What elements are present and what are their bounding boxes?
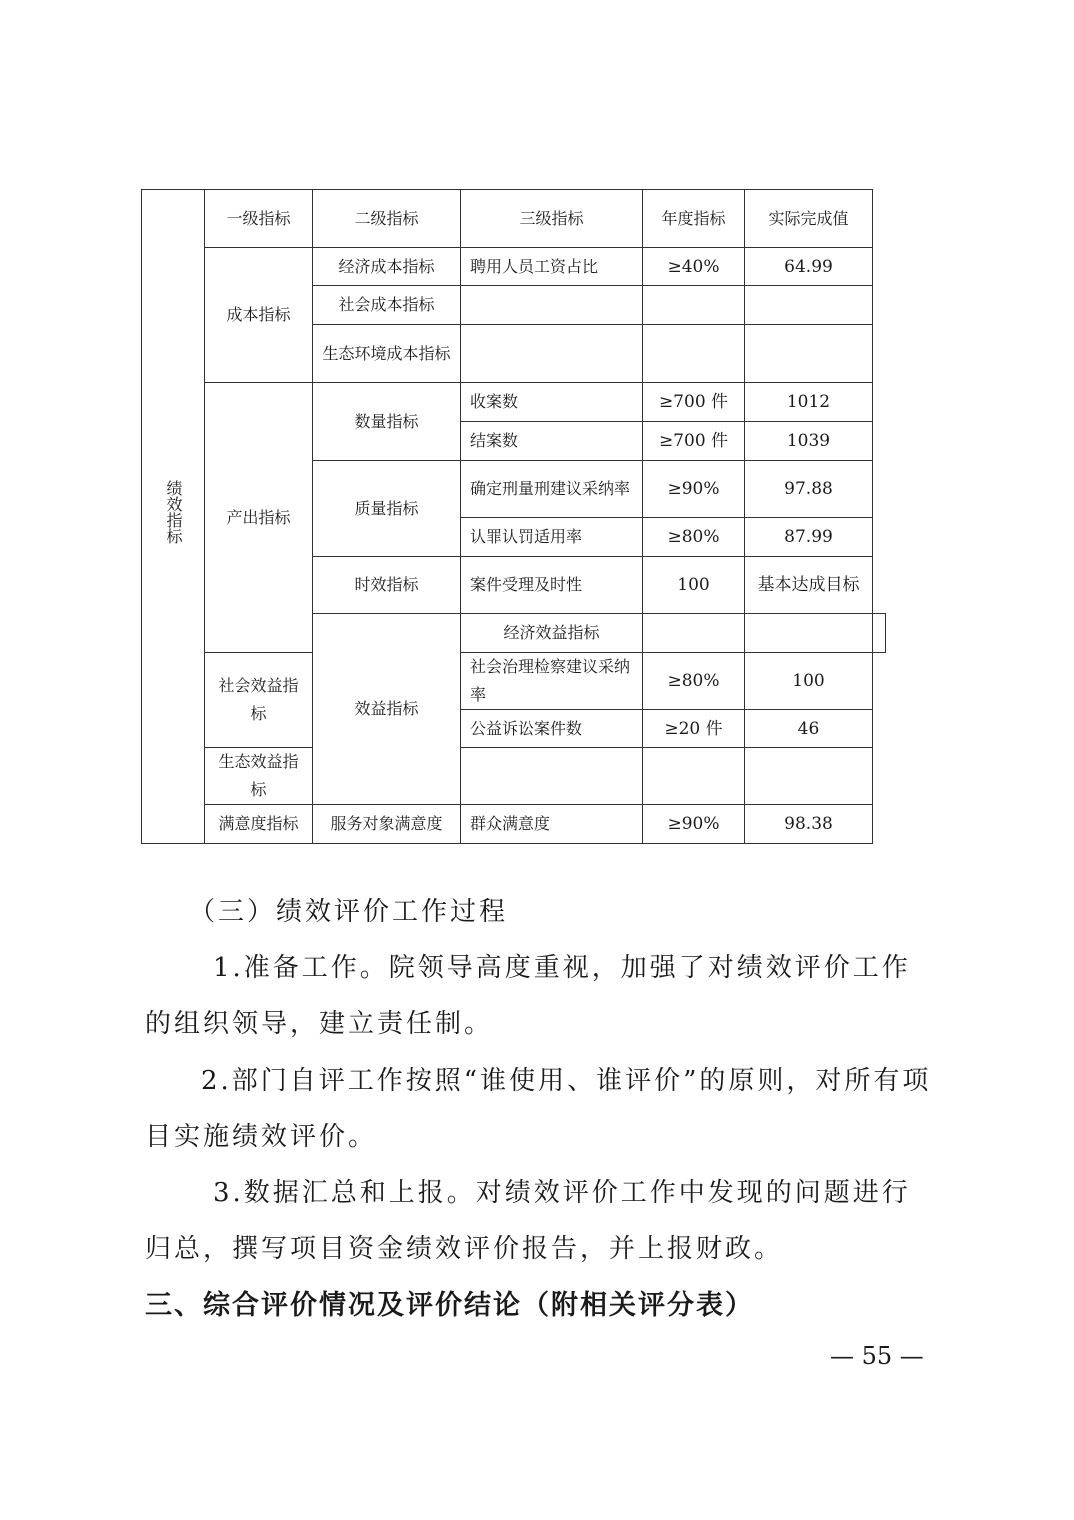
actual-cell: 基本达成目标 xyxy=(745,557,873,614)
side-label: 绩效指标 xyxy=(164,480,183,544)
level1-cell: 成本指标 xyxy=(205,248,313,383)
level3-cell: 结案数 xyxy=(461,422,643,461)
subheading: （三）绩效评价工作过程 xyxy=(189,897,509,927)
level1-cell: 效益指标 xyxy=(313,614,461,805)
level2-cell: 社会成本指标 xyxy=(313,286,461,325)
level3-cell: 社会治理检察建议采纳率 xyxy=(461,653,643,710)
header-level3: 三级指标 xyxy=(461,190,643,248)
actual-cell: 64.99 xyxy=(745,248,873,286)
level2-cell: 时效指标 xyxy=(313,557,461,614)
actual-cell: 46 xyxy=(745,710,873,748)
level2-cell: 生态效益指标 xyxy=(205,748,313,805)
level3-cell: 案件受理及时性 xyxy=(461,557,643,614)
actual-cell: 87.99 xyxy=(745,518,873,557)
target-cell: ≥700 件 xyxy=(643,422,745,461)
header-actual-value: 实际完成值 xyxy=(745,190,873,248)
target-cell: ≥90% xyxy=(643,805,745,844)
level2-cell: 生态环境成本指标 xyxy=(313,325,461,383)
paragraph-item1: 1.准备工作。院领导高度重视，加强了对绩效评价工作的组织领导，建立责任制。 xyxy=(145,953,911,1039)
level2-cell: 质量指标 xyxy=(313,461,461,557)
target-cell: ≥80% xyxy=(643,653,745,710)
target-cell xyxy=(745,614,873,653)
performance-metrics-table xyxy=(141,189,886,844)
table-row xyxy=(142,248,886,286)
level3-cell xyxy=(461,286,643,325)
level3-cell: 公益诉讼案件数 xyxy=(461,710,643,748)
side-label-cell xyxy=(142,190,205,844)
table-header-row xyxy=(142,190,886,248)
level1-cell: 满意度指标 xyxy=(205,805,313,844)
target-cell: ≥90% xyxy=(643,461,745,518)
target-cell xyxy=(643,325,745,383)
page-number: — 55 — xyxy=(830,1342,924,1370)
header-annual-target: 年度指标 xyxy=(643,190,745,248)
level3-cell xyxy=(643,614,745,653)
level3-cell: 确定刑量刑建议采纳率 xyxy=(461,461,643,518)
level2-cell: 社会效益指标 xyxy=(205,653,313,748)
paragraph-item2: 2.部门自评工作按照“谁使用、谁评价”的原则，对所有项目实施绩效评价。 xyxy=(145,1066,932,1152)
actual-cell: 1039 xyxy=(745,422,873,461)
table-row xyxy=(142,383,886,422)
table-row xyxy=(142,748,886,805)
level3-cell xyxy=(461,325,643,383)
target-cell: 100 xyxy=(643,557,745,614)
table-row xyxy=(142,653,886,710)
target-cell xyxy=(643,748,745,805)
target-cell: ≥20 件 xyxy=(643,710,745,748)
actual-cell: 97.88 xyxy=(745,461,873,518)
header-level1: 一级指标 xyxy=(205,190,313,248)
level3-cell: 收案数 xyxy=(461,383,643,422)
target-cell: ≥40% xyxy=(643,248,745,286)
actual-cell xyxy=(873,614,886,653)
level2-cell: 数量指标 xyxy=(313,383,461,461)
level1-cell: 产出指标 xyxy=(205,383,313,653)
target-cell: ≥80% xyxy=(643,518,745,557)
actual-cell: 100 xyxy=(745,653,873,710)
actual-cell xyxy=(745,286,873,325)
header-level2: 二级指标 xyxy=(313,190,461,248)
level3-cell: 群众满意度 xyxy=(461,805,643,844)
target-cell xyxy=(643,286,745,325)
target-cell: ≥700 件 xyxy=(643,383,745,422)
section-heading: 三、综合评价情况及评价结论（附相关评分表） xyxy=(145,1290,754,1321)
level3-cell: 聘用人员工资占比 xyxy=(461,248,643,286)
actual-cell: 98.38 xyxy=(745,805,873,844)
level3-cell: 认罪认罚适用率 xyxy=(461,518,643,557)
actual-cell xyxy=(745,325,873,383)
level3-cell xyxy=(461,748,643,805)
table-row xyxy=(142,805,886,844)
level2-cell: 经济成本指标 xyxy=(313,248,461,286)
paragraph-item3: 3.数据汇总和上报。对绩效评价工作中发现的问题进行归总，撰写项目资金绩效评价报告，并上报财政。 xyxy=(145,1178,911,1264)
level2-cell: 服务对象满意度 xyxy=(313,805,461,844)
actual-cell xyxy=(745,748,873,805)
level2-cell: 经济效益指标 xyxy=(461,614,643,653)
actual-cell: 1012 xyxy=(745,383,873,422)
